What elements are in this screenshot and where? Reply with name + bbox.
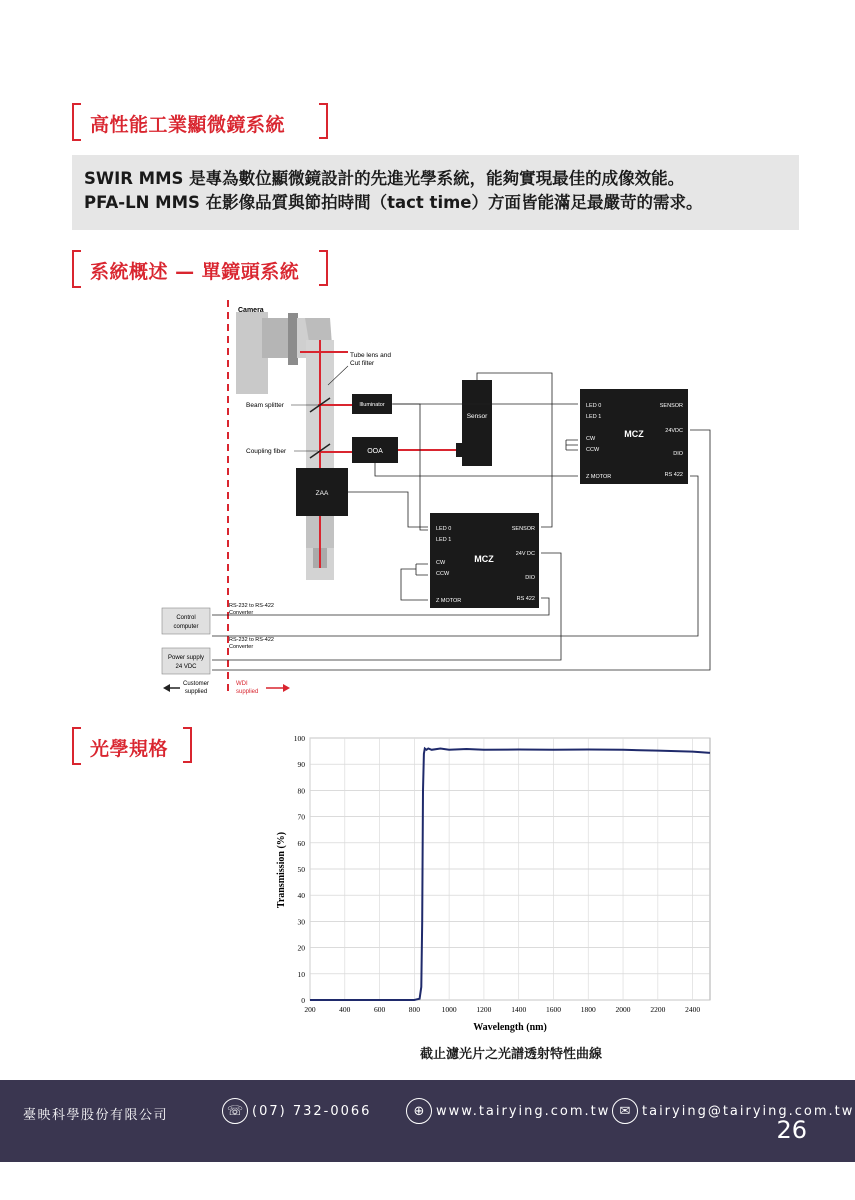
company-name: 臺映科學股份有限公司 xyxy=(23,1108,169,1123)
chart-x-tick-label: 2200 xyxy=(650,1005,666,1014)
system-diagram xyxy=(150,295,720,705)
section-title-text: 高性能工業顯微鏡系統 xyxy=(90,114,286,136)
chart-y-tick-label: 50 xyxy=(297,865,305,874)
intro-box xyxy=(72,155,799,230)
section-title-optical xyxy=(72,727,192,767)
chart-x-tick-label: 400 xyxy=(339,1005,351,1014)
section-title-overview xyxy=(72,250,328,290)
email-address: tairying@tairying.com.tw xyxy=(642,1103,855,1119)
chart-y-tick-label: 20 xyxy=(297,943,305,953)
label-tube-lens-2: Cut filter xyxy=(350,360,375,367)
mcz-bottom-led0: LED 0 xyxy=(436,526,452,532)
chart-x-tick-label: 1800 xyxy=(580,1005,596,1014)
label-converter-1a: RS-232 to RS-422 xyxy=(229,603,274,609)
label-customer-1: Customer xyxy=(182,681,210,687)
chart-x-tick-label: 200 xyxy=(304,1005,316,1014)
footer xyxy=(0,1080,855,1162)
label-illuminator: Illuminator xyxy=(359,402,385,408)
label-control-2: computer xyxy=(173,624,199,630)
chart-x-tick-label: 1400 xyxy=(511,1005,527,1014)
chart-y-axis-label: Transmission (%) xyxy=(276,831,287,909)
mcz-bottom-dio: DIO xyxy=(525,575,535,581)
mcz-top-sensor: SENSOR xyxy=(659,403,683,409)
mcz-bottom-dc: 24V DC xyxy=(515,551,535,557)
mcz-top-dc: 24VDC xyxy=(665,428,683,434)
arrow-right-icon xyxy=(283,684,290,692)
chart-x-axis-label: Wavelength (nm) xyxy=(473,1022,547,1033)
bracket-left xyxy=(72,103,81,139)
mcz-top-rs422: RS 422 xyxy=(664,472,683,478)
control-computer-box xyxy=(162,608,210,634)
chart-grid xyxy=(310,738,710,1000)
label-customer-2: supplied xyxy=(184,689,208,695)
sensor-box xyxy=(462,380,492,466)
chart-y-ticks xyxy=(294,734,306,1005)
power-supply-box xyxy=(162,648,210,674)
label-beam-splitter: Beam splitter xyxy=(246,402,284,409)
label-sensor: Sensor xyxy=(466,413,488,420)
label-zaa: ZAA xyxy=(315,490,329,497)
label-converter-1b: Converter xyxy=(229,610,254,616)
mcz-top-controller xyxy=(580,389,688,484)
mcz-bottom-rs422: RS 422 xyxy=(516,596,535,602)
label-mcz-bottom: MCZ xyxy=(474,554,494,564)
chart-x-tick-label: 1000 xyxy=(441,1005,457,1014)
chart-x-tick-label: 2000 xyxy=(615,1005,631,1014)
label-wdi-2: supplied xyxy=(236,689,259,695)
label-mcz-top: MCZ xyxy=(624,429,644,439)
bracket-left xyxy=(72,727,81,763)
chart-y-tick-label: 80 xyxy=(297,786,305,796)
website-url: www.tairying.com.tw xyxy=(436,1103,611,1119)
mcz-top-dio: DIO xyxy=(673,451,683,457)
mcz-bottom-sensor: SENSOR xyxy=(511,526,535,532)
chart-y-tick-label: 40 xyxy=(297,891,305,901)
label-tube-lens-1: Tube lens and xyxy=(350,352,391,359)
chart-y-tick-label: 70 xyxy=(297,812,305,822)
mcz-bottom-led1: LED 1 xyxy=(436,537,452,543)
chart-y-tick-label: 90 xyxy=(297,760,305,770)
phone-contact[interactable] xyxy=(222,1098,371,1124)
label-wdi-1: WDI xyxy=(236,681,248,687)
label-coupling-fiber: Coupling fiber xyxy=(246,448,287,455)
chart-y-tick-label: 0 xyxy=(301,996,305,1005)
section-title-performance xyxy=(72,103,328,143)
chart-x-tick-label: 800 xyxy=(408,1005,420,1014)
bracket-right xyxy=(319,103,328,139)
globe-icon: ⊕ xyxy=(406,1098,432,1124)
mcz-top-ccw: CCW xyxy=(586,447,600,453)
transmission-series-line xyxy=(310,749,710,1001)
bracket-right xyxy=(319,250,328,286)
bracket-left xyxy=(72,250,81,286)
email-contact[interactable] xyxy=(612,1098,854,1124)
bracket-right xyxy=(183,727,192,763)
chart-caption: 截止濾光片之光譜透射特性曲線 xyxy=(420,1047,603,1062)
mail-icon: ✉ xyxy=(612,1098,638,1124)
label-camera: Camera xyxy=(238,307,264,314)
mcz-bottom-ccw: CCW xyxy=(436,571,450,577)
label-converter-2b: Converter xyxy=(229,644,254,650)
chart-y-tick-label: 30 xyxy=(297,917,305,927)
mcz-top-cw: CW xyxy=(586,436,596,442)
chart-x-tick-label: 2400 xyxy=(685,1005,701,1014)
mcz-bottom-cw: CW xyxy=(436,560,446,566)
website-contact[interactable] xyxy=(406,1098,610,1124)
phone-icon: ☏ xyxy=(222,1098,248,1124)
mcz-top-led1: LED 1 xyxy=(586,414,602,420)
intro-line-1: SWIR MMS 是專為數位顯微鏡設計的先進光學系統，能夠實現最佳的成像效能。 xyxy=(84,169,685,188)
mcz-bottom-controller xyxy=(430,513,539,608)
chart-y-tick-label: 100 xyxy=(293,734,305,743)
phone-number: (07) 732-0066 xyxy=(252,1103,372,1119)
chart-x-tick-label: 1200 xyxy=(476,1005,492,1014)
chart-x-tick-label: 1600 xyxy=(545,1005,561,1014)
label-converter-2a: RS-232 to RS-422 xyxy=(229,637,274,643)
transmission-chart xyxy=(270,730,720,1040)
page-number: 26 xyxy=(776,1116,807,1144)
label-power-2: 24 VDC xyxy=(175,664,197,670)
label-power-1: Power supply xyxy=(167,655,205,661)
chart-x-tick-label: 600 xyxy=(373,1005,386,1014)
intro-line-2: PFA-LN MMS 在影像品質與節拍時間（tact time）方面皆能滿足最嚴苛的需求。 xyxy=(84,193,703,212)
chart-y-tick-label: 60 xyxy=(297,838,305,848)
mcz-bottom-zmotor: Z MOTOR xyxy=(436,598,462,604)
mcz-top-zmotor: Z MOTOR xyxy=(586,474,612,480)
label-ooa: OOA xyxy=(367,448,383,455)
arrow-left-icon xyxy=(163,684,170,692)
section-title-text: 光學規格 xyxy=(90,738,169,760)
chart-y-tick-label: 10 xyxy=(297,969,305,979)
chart-x-ticks xyxy=(304,1005,700,1014)
mcz-top-led0: LED 0 xyxy=(586,403,602,409)
section-title-text: 系統概述 — 單鏡頭系統 xyxy=(90,261,300,283)
label-control-1: Control xyxy=(176,615,196,621)
